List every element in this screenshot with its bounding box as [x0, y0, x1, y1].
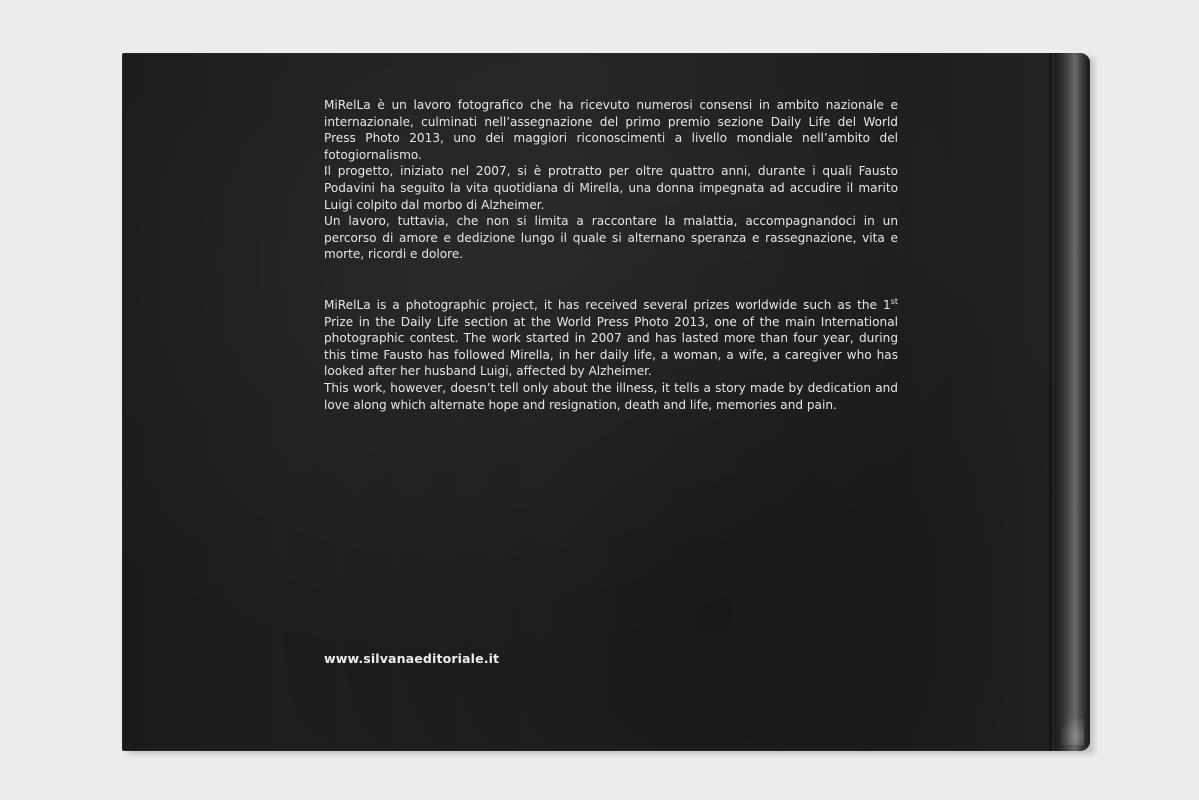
- english-paragraph-1: [324, 297, 898, 380]
- english-paragraph-2: This work, however, doesn’t tell only about the illness, it tells a story made by dedication and love along which alternate hope and resignation, death and life, memories and pain.: [324, 380, 898, 412]
- ordinal-suffix: st: [890, 296, 898, 306]
- language-spacer: [324, 263, 898, 297]
- corner-wear: [1060, 715, 1084, 745]
- italian-paragraph-1: MiRelLa è un lavoro fotografico che ha ricevuto numerosi consensi in ambito nazionale e internazionale, culminati nell’assegnazione del primo premio sezione Daily Life del World Press Photo 2013, uno dei maggiori riconoscimenti a livello mondiale nell’ambito del fotogiornalismo.: [324, 98, 898, 162]
- italian-paragraph-3: Un lavoro, tuttavia, che non si limita a raccontare la malattia, accompagnandoci in un percorso di amore e dedizione lungo il quale si alternano speranza e rassegnazione, vita e morte, ricordi e dolore.: [324, 214, 898, 262]
- italian-paragraph-2: Il progetto, iniziato nel 2007, si è protratto per oltre quattro anni, durante i quali Fausto Podavini ha seguito la vita quotidiana di Mirella, una donna impegnata ad accudire il marito Luigi colpito dal morbo di Alzheimer.: [324, 164, 898, 212]
- book-back-cover: [122, 53, 1090, 751]
- english-paragraph-1-start: MiRelLa is a photographic project, it has received several prizes worldwide such as the 1: [324, 297, 891, 312]
- blurb-text-block: [324, 97, 898, 413]
- publisher-website: www.silvanaeditoriale.it: [324, 651, 500, 666]
- english-paragraph-1-end: Prize in the Daily Life section at the World Press Photo 2013, one of the main International photographic contest. The work started in 2007 and has lasted more than four year, during this time Fausto has followed Mirella, in her daily life, a woman, a wife, a caregiver who has looked after her husband Luigi, affected by Alzheimer.: [324, 314, 898, 379]
- book-spine: [1054, 53, 1090, 751]
